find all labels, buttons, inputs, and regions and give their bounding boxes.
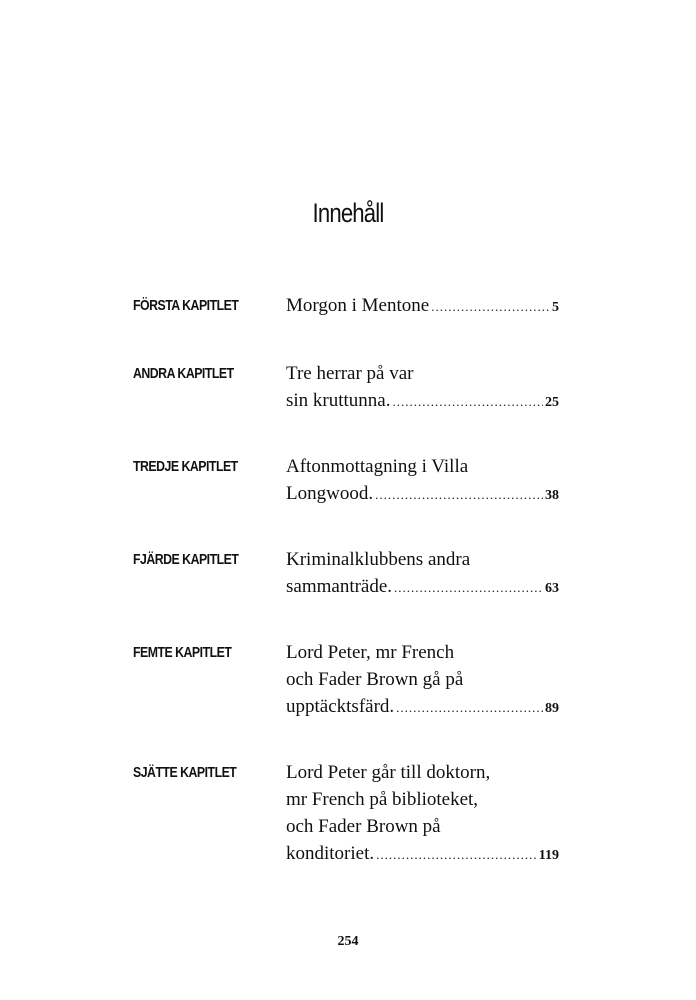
- chapter-title: [286, 546, 559, 602]
- toc-last-line: [286, 573, 559, 602]
- chapter-title-text: upptäcktsfärd.: [286, 696, 395, 717]
- chapter-title: [286, 360, 559, 416]
- chapter-label: FJÄRDE KAPITLET: [133, 551, 239, 568]
- chapter-title-line: och Fader Brown på: [286, 816, 441, 837]
- chapter-title-text: sammanträde.: [286, 576, 393, 597]
- chapter-title-text: konditoriet.: [286, 843, 375, 864]
- page-title: Innehåll: [312, 198, 384, 228]
- chapter-title-line: mr French på biblioteket,: [286, 789, 479, 810]
- chapter-title: [286, 639, 559, 722]
- chapter-title: [286, 453, 559, 509]
- toc-last-line: [286, 387, 559, 416]
- page-number: 119: [538, 848, 559, 863]
- chapter-label: SJÄTTE KAPITLET: [133, 764, 237, 781]
- chapter-title-line: Kriminalklubbens andra: [286, 549, 471, 570]
- chapter-title-text: Longwood.: [286, 483, 374, 504]
- chapter-title: [286, 759, 559, 869]
- dot-leader: [394, 574, 543, 601]
- chapter-title-line: Tre herrar på var: [286, 363, 414, 384]
- page-number: 5: [552, 300, 559, 315]
- chapter-title-line: Lord Peter går till doktorn,: [286, 762, 491, 783]
- chapter-label: FÖRSTA KAPITLET: [133, 297, 239, 314]
- dot-leader: [376, 841, 537, 868]
- chapter-title-text: Morgon i Mentone: [286, 295, 430, 316]
- page-number: 25: [545, 395, 559, 410]
- page-number: 89: [545, 701, 559, 716]
- toc-last-line: [286, 480, 559, 509]
- page-folio: 254: [337, 934, 359, 949]
- chapter-title-line: Aftonmottagning i Villa: [286, 456, 469, 477]
- page-number: 63: [545, 581, 559, 596]
- chapter-title: [286, 292, 559, 321]
- toc-last-line: [286, 840, 559, 869]
- chapter-label: ANDRA KAPITLET: [133, 365, 234, 382]
- dot-leader: [396, 694, 543, 721]
- chapter-title-line: och Fader Brown gå på: [286, 669, 464, 690]
- dot-leader: [431, 293, 550, 320]
- page-number: 38: [545, 488, 559, 503]
- chapter-label: FEMTE KAPITLET: [133, 644, 232, 661]
- chapter-title-line: Lord Peter, mr French: [286, 642, 455, 663]
- chapter-label: TREDJE KAPITLET: [133, 458, 238, 475]
- dot-leader: [375, 481, 543, 508]
- chapter-title-text: sin kruttunna.: [286, 390, 391, 411]
- dot-leader: [393, 388, 544, 415]
- toc-last-line: [286, 693, 559, 722]
- toc-last-line: [286, 292, 559, 321]
